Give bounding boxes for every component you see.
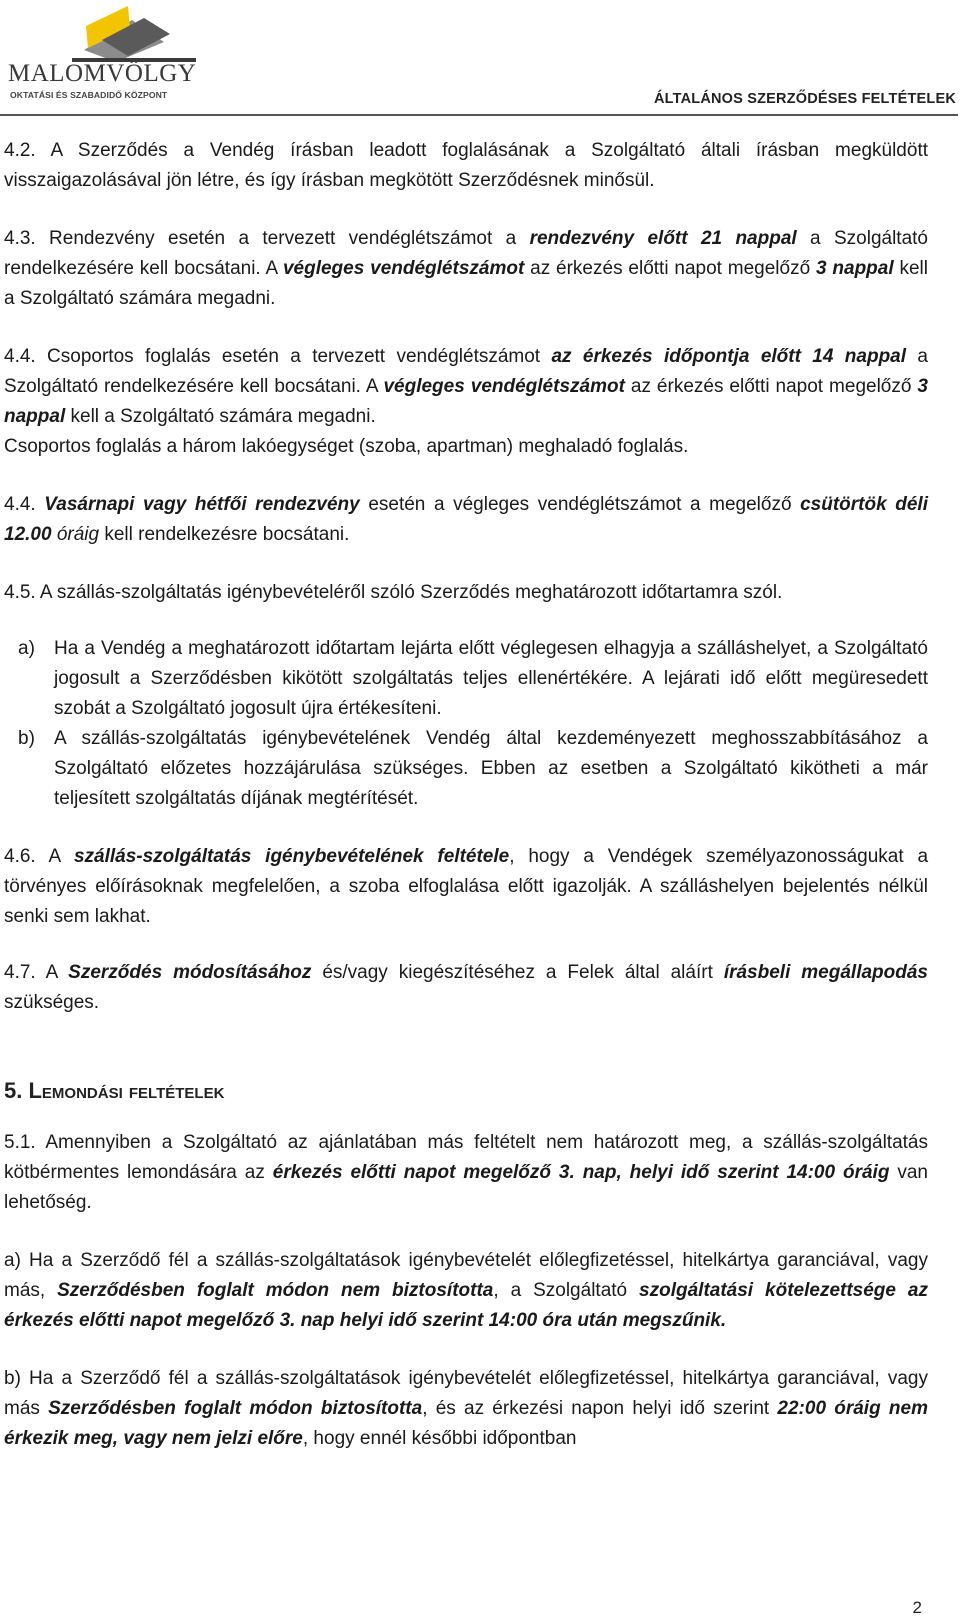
text: kell a Szolgáltató számára megadni. — [65, 406, 376, 427]
logo-mark-icon — [6, 4, 202, 64]
text: az érkezés előtti napot megelőző — [524, 258, 816, 279]
paragraph-5-1-b — [4, 1364, 928, 1454]
text: kell a Szolgáltató számára megadni. — [4, 258, 928, 309]
text: 4.6. A — [4, 846, 74, 867]
emphasis: Vasárnapi vagy hétfői rendezvény — [44, 494, 360, 515]
text: , hogy ennél későbbi időpontban — [302, 1428, 577, 1449]
emphasis: csütörtök déli 12.00 — [4, 494, 928, 545]
paragraph-4-4-group — [4, 342, 928, 462]
paragraph-4-3 — [4, 224, 928, 314]
text: a) Ha a Szerződő fél a szállás-szolgáltatások igénybevételét előlegfizetéssel, hitelkártya garanciával, vagy más, — [4, 1250, 928, 1301]
emphasis: 3 nappal — [816, 258, 894, 279]
text: b) Ha a Szerződő fél a szállás-szolgáltatások igénybevételét előlegfizetéssel, hitelkártya garanciával, vagy más — [4, 1368, 928, 1419]
text: 4.3. Rendezvény esetén a tervezett vendéglétszámot a — [4, 228, 530, 249]
list-marker: b) — [18, 728, 35, 749]
emphasis: 3 nappal — [4, 376, 928, 427]
emphasis: írásbeli megállapodás — [723, 962, 928, 983]
paragraph-4-5 — [4, 578, 928, 608]
header-divider — [0, 114, 958, 116]
text: 4.4. — [4, 494, 45, 515]
list-item-text: Ha a Vendég a meghatározott időtartam lejárta előtt véglegesen elhagyja a szálláshelyet, a Szolgáltató jogosult a Szerződésben kikötött szolgáltatás teljes ellenértékére. A lejárati idő előtt megüresedett szobát a Szolgáltató jogosult újra értékesíteni. — [54, 638, 928, 719]
emphasis-italic: óráig — [51, 524, 100, 545]
paragraph-4-6 — [4, 842, 928, 932]
emphasis: az érkezés időpontja előtt 14 nappal — [551, 346, 907, 367]
paragraph-4-4-weekend — [4, 490, 928, 550]
text: 5.1. Amennyiben a Szolgáltató az ajánlatában más feltételt nem határozott meg, a szállás-szolgáltatás kötbérmentes lemondására az — [4, 1132, 928, 1183]
page-number: 2 — [912, 1598, 922, 1617]
emphasis: Szerződésben foglalt módon nem biztosította — [57, 1280, 494, 1301]
emphasis: végleges vendéglétszámot — [383, 376, 625, 397]
section-heading-5 — [4, 1076, 928, 1106]
paragraph-5-1-a — [4, 1246, 928, 1336]
section-title-text: emondási feltételek — [41, 1078, 225, 1103]
logo-subtitle: OKTATÁSI ÉS SZABADIDŐ KÖZPONT — [10, 90, 168, 100]
paragraph-4-7 — [4, 958, 928, 1018]
list-item-text: A szállás-szolgáltatás igénybevételének Vendég által kezdeményezett meghosszabbításához a Szolgáltató előzetes hozzájárulása szükséges. Ebben az esetben a Szolgáltató kikötheti a már teljesített szolgáltatás díjának megtérítését. — [54, 728, 928, 809]
paragraph-4-2 — [4, 136, 928, 196]
list-4-5 — [4, 634, 928, 814]
text: a Szolgáltató rendelkezésére kell bocsátani. A — [4, 228, 928, 279]
text: a Szolgáltató rendelkezésére kell bocsátani. A — [4, 346, 928, 397]
emphasis: Szerződés módosításához — [68, 962, 312, 983]
text: van lehetőség. — [4, 1162, 928, 1213]
text: kell rendelkezésre bocsátani. — [99, 524, 350, 545]
paragraph-5-1 — [4, 1128, 928, 1218]
list-marker: a) — [18, 638, 35, 659]
list-item — [4, 724, 928, 814]
document-body — [4, 136, 928, 1454]
text: 4.5. A szállás-szolgáltatás igénybevételéről szóló Szerződés meghatározott időtartamra szól. — [4, 582, 783, 603]
emphasis: Szerződésben foglalt módon biztosította — [48, 1398, 423, 1419]
text: 4.2. A Szerződés a Vendég írásban leadott foglalásának a Szolgáltató általi írásban megküldött visszaigazolásával jön létre, és így írásban megkötött Szerződésnek minősül. — [4, 140, 928, 191]
text: , és az érkezési napon helyi idő szerint — [422, 1398, 778, 1419]
text: és/vagy kiegészítéséhez a Felek által aláírt — [311, 962, 724, 983]
emphasis: 22:00 óráig nem érkezik meg, vagy nem jelzi előre — [4, 1398, 928, 1449]
emphasis: szolgáltatási kötelezettsége az érkezés előtti napot megelőző 3. nap helyi idő szerint 14:00 óra után megszűnik. — [4, 1280, 928, 1331]
malomvolgy-logo — [6, 4, 202, 104]
text: az érkezés előtti napot megelőző — [624, 376, 918, 397]
section-number: 5. L — [4, 1078, 42, 1103]
document-title: ÁLTALÁNOS SZERZŐDÉSES FELTÉTELEK — [653, 91, 956, 107]
text: 4.7. A — [4, 962, 69, 983]
text: esetén a végleges vendéglétszámot a megelőző — [359, 494, 801, 515]
page-header — [0, 0, 960, 118]
list-item — [4, 634, 928, 724]
text: , a Szolgáltató — [493, 1280, 640, 1301]
emphasis: érkezés előtti napot megelőző 3. nap, helyi idő szerint 14:00 óráig — [272, 1162, 890, 1183]
emphasis: szállás-szolgáltatás igénybevételének feltétele — [73, 846, 510, 867]
emphasis: rendezvény előtt 21 nappal — [529, 228, 797, 249]
text: 4.4. Csoportos foglalás esetén a tervezett vendéglétszámot — [4, 346, 552, 367]
text: szükséges. — [4, 992, 100, 1013]
emphasis: végleges vendéglétszámot — [282, 258, 525, 279]
logo-name: MALOMVÖLGY — [8, 60, 197, 87]
text: Csoportos foglalás a három lakóegységet (szoba, apartman) meghaladó foglalás. — [4, 436, 689, 457]
text: , hogy a Vendégek személyazonosságukat a törvényes előírásoknak megfelelően, a szoba elfoglalása előtt igazolják. A szálláshelyen bejelentés nélkül senki sem lakhat. — [4, 846, 929, 927]
